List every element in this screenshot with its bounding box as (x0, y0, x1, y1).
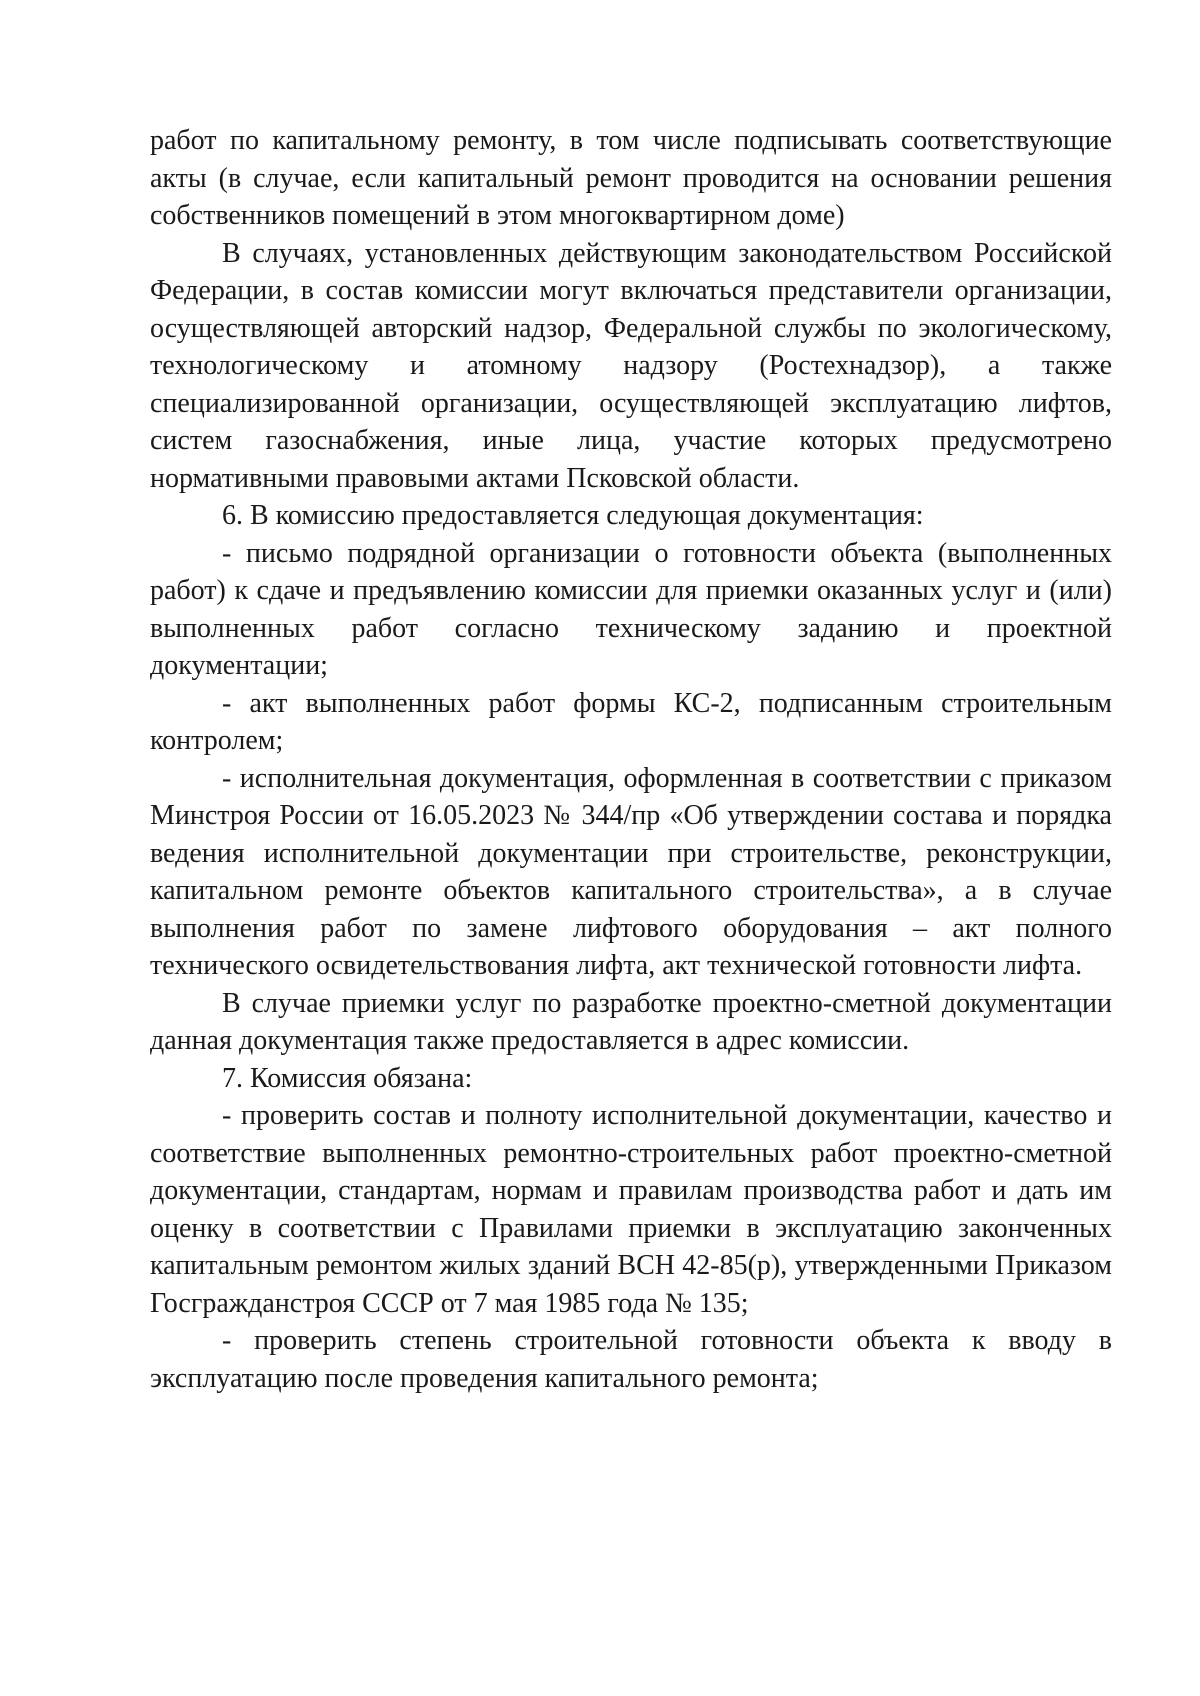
paragraph-item-7-heading: 7. Комиссия обязана: (222, 1062, 473, 1094)
paragraph-item-6-executive-docs: - исполнительная документация, оформленная в соответствии с приказом Минстроя России от 16.05.2023 № 344/пр «Об утверждении состава и порядка ведения исполнительной документации при строительстве, реконструкции, капитальном ремонте объектов капитального строительства», а в случае выполнения работ по замене лифтового оборудования – акт полного технического освидетельствования лифта, акт технической готовности лифта. (150, 762, 1112, 981)
paragraph-item-6-act: - акт выполненных работ формы КС-2, подписанным строительным контролем; (150, 687, 1112, 756)
paragraph-item-6-design-docs: В случае приемки услуг по разработке проектно-сметной документации данная документация также предоставляется в адрес комиссии. (150, 987, 1112, 1056)
paragraph-item-7-check-readiness: - проверить степень строительной готовности объекта к вводу в эксплуатацию после проведения капитального ремонта; (150, 1325, 1112, 1394)
paragraph-commission-members: В случаях, установленных действующим законодательством Российской Федерации, в состав комиссии могут включаться представители организации, осуществляющей авторский надзор, Федеральной службы по экологическому, технологическому и атомному надзору (Ростехнадзор), а также специализированной организации, осуществляющей эксплуатацию лифтов, систем газоснабжения, иные лица, участие которых предусмотрено нормативными правовыми актами Псковской области. (150, 237, 1112, 494)
paragraph-item-6-letter: - письмо подрядной организации о готовности объекта (выполненных работ) к сдаче и предъявлению комиссии для приемки оказанных услуг и (или) выполненных работ согласно техническому заданию и проектной документации; (150, 537, 1112, 681)
paragraph-item-6-heading: 6. В комиссию предоставляется следующая документация: (222, 500, 924, 531)
paragraph-continuation: работ по капитальному ремонту, в том числе подписывать соответствующие акты (в случае, если капитальный ремонт проводится на основании решения собственников помещений в этом многоквартирном доме) (150, 125, 1112, 231)
paragraph-item-7-check-docs: - проверить состав и полноту исполнительной документации, качество и соответствие выполненных ремонтно-строительных работ проектно-сметной документации, стандартам, нормам и правилам производства работ и дать им оценку в соответствии с Правилами приемки в эксплуатацию законченных капитальным ремонтом жилых зданий ВСН 42-85(р), утвержденными Приказом Госгражданстроя СССР от 7 мая 1985 года № 135; (150, 1100, 1112, 1319)
document-body (150, 122, 1112, 1397)
